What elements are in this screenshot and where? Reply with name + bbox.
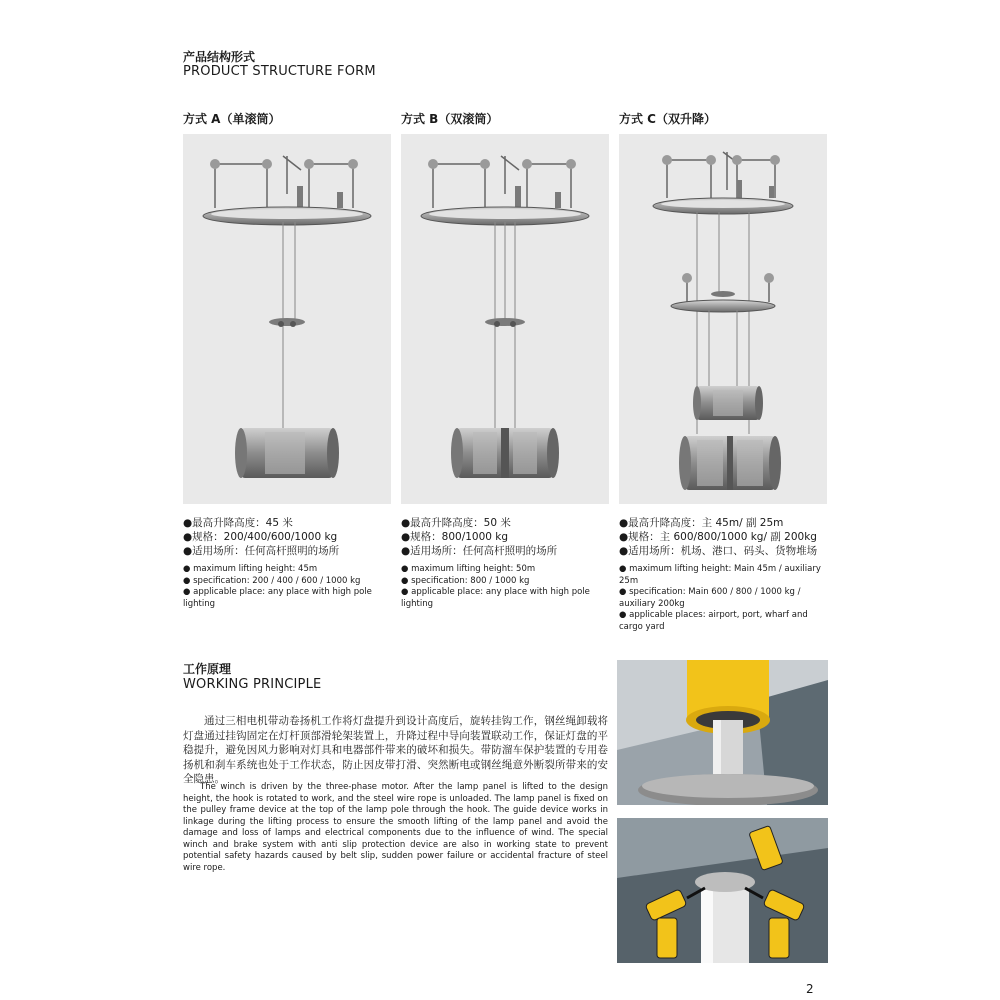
spec-line-en: ● applicable place: any place with high pole lighting xyxy=(183,587,372,609)
variant-a-specs xyxy=(183,516,393,610)
variant-b-title: 方式 B（双滚筒） xyxy=(401,112,499,126)
working-title-cn: 工作原理 xyxy=(183,662,232,676)
variant-b-diagram xyxy=(401,134,609,504)
spec-line: ●适用场所：任何高杆照明的场所 xyxy=(183,545,340,557)
spec-line: ●最高升降高度：50 米 xyxy=(401,517,511,529)
pole-top-photo xyxy=(617,660,828,805)
variant-c-specs xyxy=(619,516,829,633)
variant-b-specs xyxy=(401,516,611,610)
spec-line: ●规格：800/1000 kg xyxy=(401,531,509,543)
spec-line: ●最高升降高度：45 米 xyxy=(183,517,293,529)
spec-line-en: ● specification: 800 / 1000 kg xyxy=(401,575,530,586)
spec-line-en: ● specification: Main 600 / 800 / 1000 kg / auxiliary 200kg xyxy=(619,587,801,609)
spec-line-en: ● maximum lifting height: Main 45m / auxiliary 25m xyxy=(619,564,821,586)
spec-line-en: ● maximum lifting height: 45m xyxy=(183,564,318,574)
spec-line: ●适用场所：机场、港口、码头、货物堆场 xyxy=(619,545,818,557)
spec-line-en: ● applicable place: any place with high pole lighting xyxy=(401,587,590,609)
spec-line: ●适用场所：任何高杆照明的场所 xyxy=(401,545,558,557)
variant-a-title: 方式 A（单滚筒） xyxy=(183,112,281,126)
spec-line-en: ● specification: 200 / 400 / 600 / 1000 kg xyxy=(183,575,361,586)
working-text-cn: 通过三相电机带动卷扬机工作将灯盘提升到设计高度后，旋转挂钩工作，钢丝绳卸载将灯盘通过挂钩固定在灯杆顶部滑轮架装置上，升降过程中导向装置联动工作，保证灯盘的平稳提升，避免因风力影响对灯具和电器部件带来的破坏和损失。带防溜车保护装置的专用卷扬机和刹车系统也处于工作状态，防止因皮带打滑、突然断电或钢丝绳意外断裂所带来的安全隐患。 xyxy=(183,715,608,785)
spec-line: ●规格：主 600/800/1000 kg/ 副 200kg xyxy=(619,531,817,543)
page-number: 2 xyxy=(806,982,814,996)
lamp-panel-photo xyxy=(617,818,828,963)
working-title-en: WORKING PRINCIPLE xyxy=(183,677,322,692)
spec-line: ●规格：200/400/600/1000 kg xyxy=(183,531,338,543)
variant-c-diagram xyxy=(619,134,827,504)
variant-c-title: 方式 C（双升降） xyxy=(619,112,716,126)
spec-line-en: ● applicable places: airport, port, wharf and cargo yard xyxy=(619,610,808,632)
spec-line: ●最高升降高度：主 45m/ 副 25m xyxy=(619,517,784,529)
section-title-cn: 产品结构形式 xyxy=(183,50,256,64)
variant-a-diagram xyxy=(183,134,391,504)
spec-line-en: ● maximum lifting height: 50m xyxy=(401,564,536,574)
working-text-en: The winch is driven by the three-phase motor. After the lamp panel is lifted to the design height, the hook is rotated to work, and the steel wire rope is unloaded. The lamp panel is fixed on the pulley frame device at the top of the lamp pole through the hook. The guide device works in linkage during the lifting process to ensure the smooth lifting of the lamp panel and avoid the damage and loss of lamps and electrical components due to the influence of wind. The special winch and brake system with anti slip protection device are also in working state to prevent potential safety hazards caused by belt slip, sudden power failure or accidental fracture of steel wire rope. xyxy=(183,782,608,873)
section-title-en: PRODUCT STRUCTURE FORM xyxy=(183,64,376,79)
